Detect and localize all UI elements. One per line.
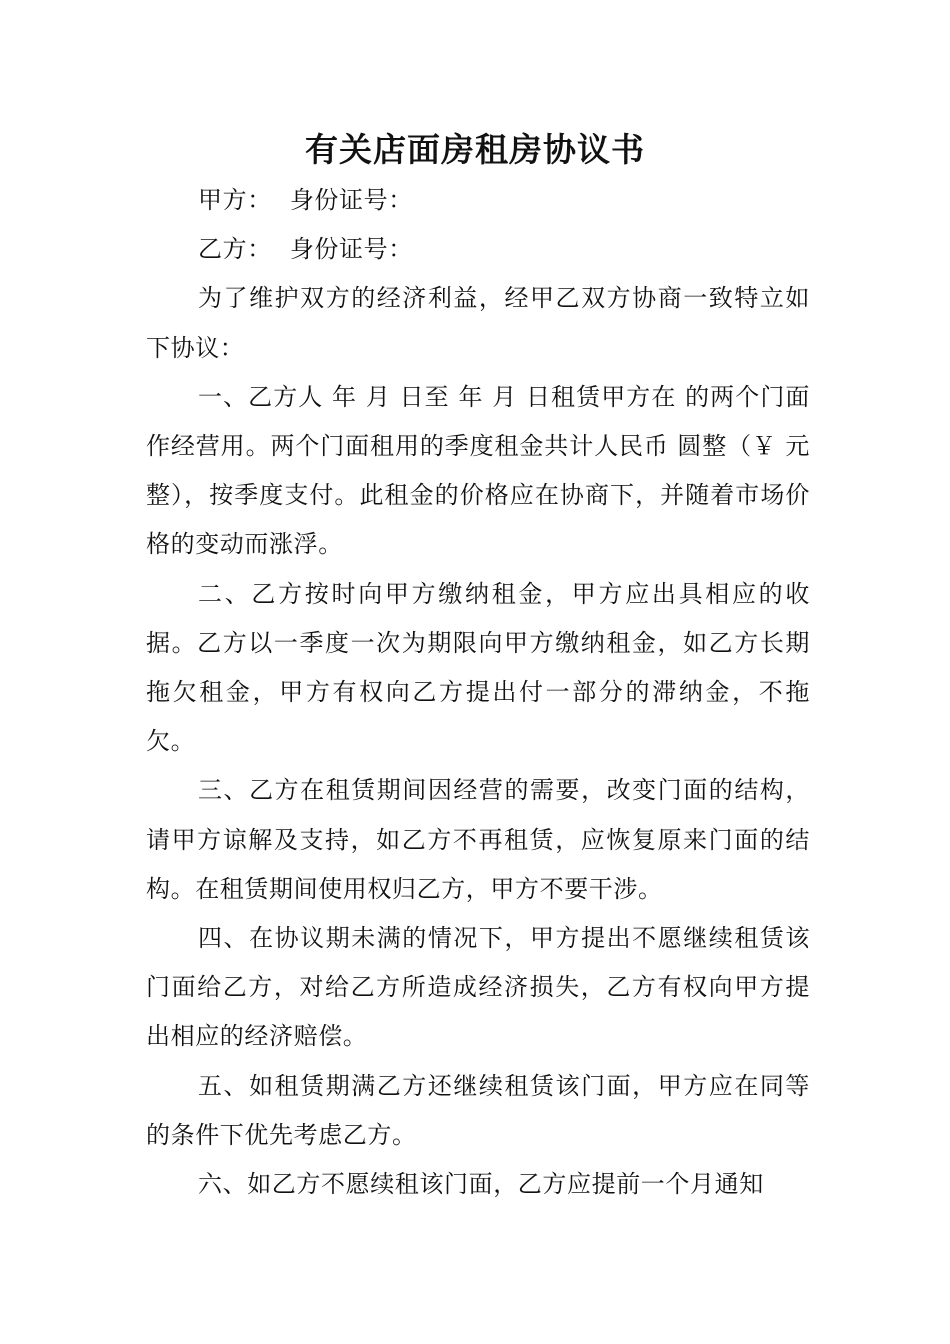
- clause-5-paragraph: 五、如租赁期满乙方还继续租赁该门面，甲方应在同等的条件下优先考虑乙方。: [146, 1071, 810, 1149]
- preamble-paragraph: 为了维护双方的经济利益，经甲乙双方协商一致特立如下协议：: [146, 284, 810, 362]
- party-a-label: 甲方：: [198, 186, 272, 214]
- clause-4-paragraph: 四、在协议期未满的情况下，甲方提出不愿继续租赁该门面给乙方，对给乙方所造成经济损失，乙方有权向甲方提出相应的经济赔偿。: [146, 924, 810, 1051]
- party-a-id-label: 身份证号：: [289, 186, 413, 214]
- clause-2-paragraph: 二、乙方按时向甲方缴纳租金，甲方应出具相应的收据。乙方以一季度一次为期限向甲方缴纳租金，如乙方长期拖欠租金，甲方有权向乙方提出付一部分的滞纳金，不拖欠。: [146, 579, 810, 756]
- document-title: 有关店面房租房协议书: [305, 130, 645, 169]
- clause-6-paragraph: 六、如乙方不愿续租该门面，乙方应提前一个月通知: [198, 1170, 764, 1199]
- clause-3-paragraph: 三、乙方在租赁期间因经营的需要，改变门面的结构，请甲方谅解及支持，如乙方不再租赁，应恢复原来门面的结构。在租赁期间使用权归乙方，甲方不要干涉。: [146, 776, 810, 903]
- clause-1-paragraph: 一、乙方人 年 月 日至 年 月 日租赁甲方在 的两个门面作经营用。两个门面租用的季度租金共计人民币 圆整（￥ 元整），按季度支付。此租金的价格应在协商下，并随着市场价格的变动而涨浮。: [146, 382, 810, 559]
- party-b-id-label: 身份证号：: [289, 235, 413, 264]
- party-b-line: [146, 225, 810, 274]
- party-a-line: [146, 176, 810, 225]
- party-b-label: 乙方：: [198, 235, 272, 264]
- document-body: [146, 176, 810, 1209]
